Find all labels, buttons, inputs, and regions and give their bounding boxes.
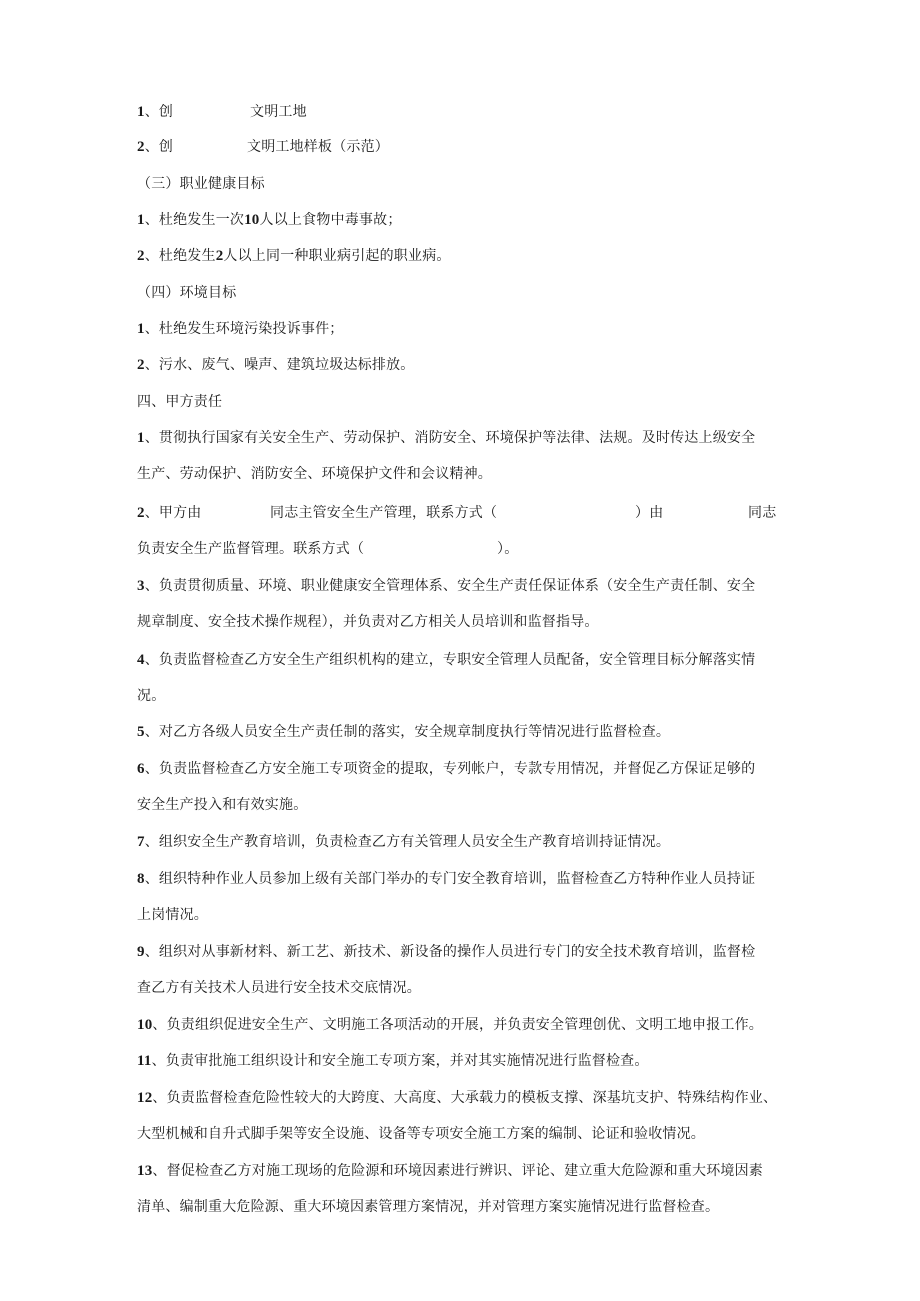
env-item-2: 2、污水、废气、噪声、建筑垃圾达标排放。 [137,357,415,373]
section-heading-environment: （四）环境目标 [137,285,237,301]
goal-civil-1: 1、创 文明工地 [137,104,307,120]
party-a-item-1: 1、贯彻执行国家有关安全生产、劳动保护、消防安全、环境保护等法律、法规。及时传达上级安全 [137,430,756,446]
party-a-item-6-cont: 安全生产投入和有效实施。 [137,797,308,813]
party-a-item-12-cont: 大型机械和自升式脚手架等安全设施、设备等专项安全施工方案的编制、论证和验收情况。 [137,1126,705,1142]
section-heading-health: （三）职业健康目标 [137,176,265,192]
party-a-item-9-cont: 查乙方有关技术人员进行安全技术交底情况。 [137,980,421,996]
party-a-item-11: 11、负责审批施工组织设计和安全施工专项方案，并对其实施情况进行监督检查。 [137,1053,649,1069]
party-a-item-2: 2、甲方由 同志主管安全生产管理，联系方式（ ）由 同志 [137,505,777,521]
party-a-item-8: 8、组织特种作业人员参加上级有关部门举办的专门安全教育培训，监督检查乙方特种作业人员持证 [137,871,756,887]
party-a-item-1-cont: 生产、劳动保护、消防安全、环境保护文件和会议精神。 [137,466,492,482]
party-a-item-9: 9、组织对从事新材料、新工艺、新技术、新设备的操作人员进行专门的安全技术教育培训，监督检 [137,944,756,960]
party-a-item-6: 6、负责监督检查乙方安全施工专项资金的提取，专列帐户，专款专用情况，并督促乙方保证足够的 [137,761,756,777]
party-a-item-4: 4、负责监督检查乙方安全生产组织机构的建立，专职安全管理人员配备，安全管理目标分解落实情 [137,652,756,668]
party-a-item-4-cont: 况。 [137,688,166,704]
party-a-item-13: 13、督促检查乙方对施工现场的危险源和环境因素进行辨识、评论、建立重大危险源和重大环境因素 [137,1163,764,1179]
health-item-2: 2、杜绝发生2人以上同一种职业病引起的职业病。 [137,248,451,264]
party-a-item-3: 3、负责贯彻质量、环境、职业健康安全管理体系、安全生产责任保证体系（安全生产责任制、安全 [137,578,756,594]
party-a-item-13-cont: 清单、编制重大危险源、重大环境因素管理方案情况，并对管理方案实施情况进行监督检查。 [137,1199,720,1215]
party-a-item-3-cont: 规章制度、安全技术操作规程），并负责对乙方相关人员培训和监督指导。 [137,614,599,630]
env-item-1: 1、杜绝发生环境污染投诉事件； [137,321,344,337]
party-a-item-10: 10、负责组织促进安全生产、文明施工各项活动的开展，并负责安全管理创优、文明工地申报工作。 [137,1017,764,1033]
health-item-1: 1、杜绝发生一次10人以上食物中毒事故； [137,212,402,228]
party-a-item-7: 7、组织安全生产教育培训，负责检查乙方有关管理人员安全生产教育培训持证情况。 [137,834,671,850]
party-a-item-5: 5、对乙方各级人员安全生产责任制的落实，安全规章制度执行等情况进行监督检查。 [137,724,671,740]
party-a-item-8-cont: 上岗情况。 [137,907,208,923]
party-a-item-12: 12、负责监督检查危险性较大的大跨度、大高度、大承载力的模板支撑、深基坑支护、特殊结构作业、 [137,1090,778,1106]
goal-civil-2: 2、创 文明工地样板（示范） [137,139,389,155]
party-a-item-2-cont: 负责安全生产监督管理。联系方式（ ）。 [137,541,519,557]
section-heading-party-a: 四、甲方责任 [137,394,223,410]
